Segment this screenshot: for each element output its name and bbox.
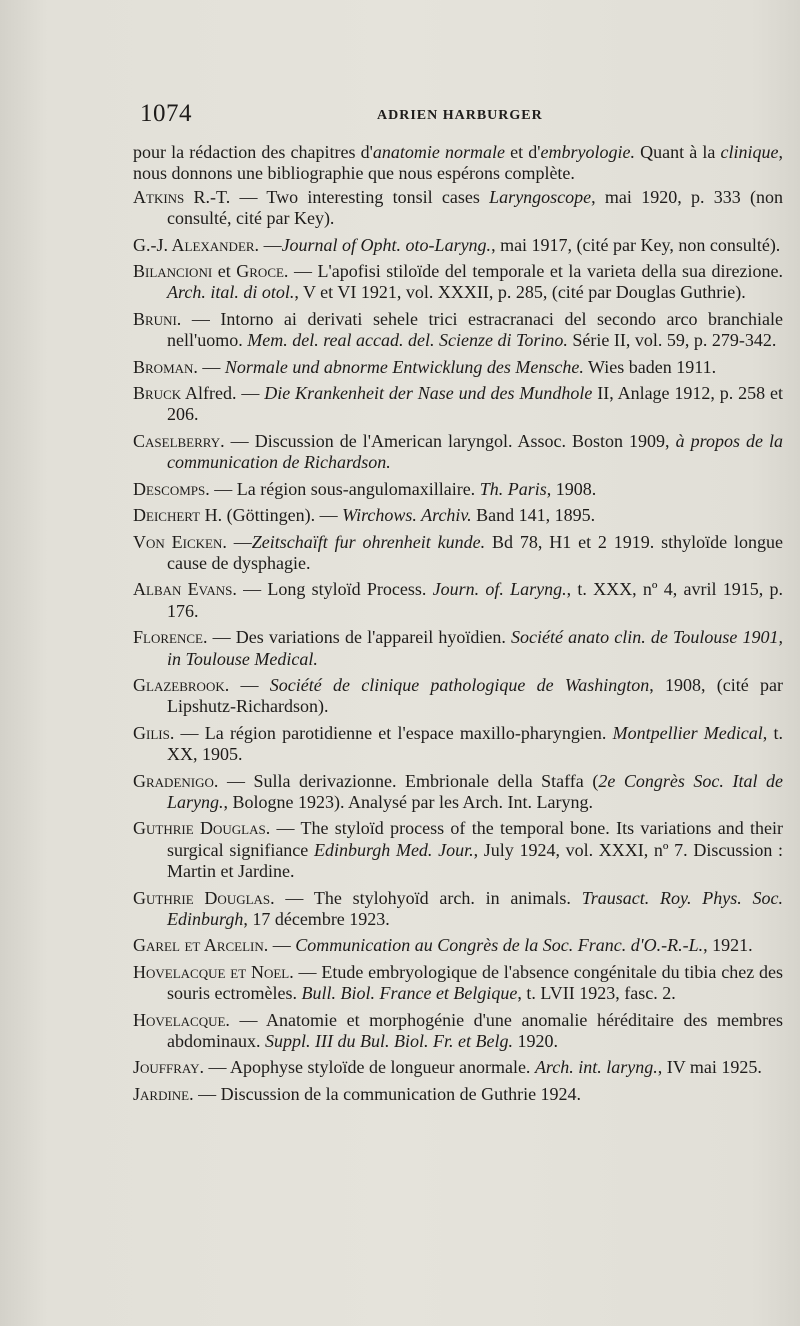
ref-author: Deichert	[133, 505, 201, 526]
bibliography-entry	[133, 479, 783, 500]
bibliography-entry	[133, 579, 783, 622]
ref-source: à propos de la communication de Richardson.	[167, 430, 783, 473]
ref-text: — Long styloïd Process.	[236, 579, 433, 600]
ref-text: —	[197, 356, 225, 377]
ref-details: II, Anlage 1912, p. 258 et 206.	[167, 383, 783, 425]
ref-source: Wirchows. Archiv.	[342, 505, 472, 526]
ref-author: G.-J. Alexander.	[133, 234, 260, 255]
bibliography-entry	[133, 357, 783, 378]
bibliography-entry	[133, 532, 783, 575]
intro-italic: embryologie.	[540, 142, 635, 162]
ref-text: — La région sous-angulomaxillaire.	[209, 478, 480, 499]
ref-details: , t. XXX, nº 4, avril 1915, p. 176.	[167, 579, 783, 621]
ref-text: —	[226, 531, 252, 552]
ref-source: Normale und abnorme Entwicklung des Mensche.	[224, 356, 584, 377]
ref-details: Série II, vol. 59, p. 279-342.	[567, 330, 777, 351]
ref-source: Edinburgh Med. Jour.	[313, 839, 474, 860]
ref-author: Von Eicken.	[133, 531, 227, 552]
ref-source: Société de clinique pathologique de Washington	[269, 674, 650, 695]
ref-text: — Anatomie et morphogénie d'une anomalie héréditaire des membres abdominaux.	[167, 1009, 783, 1052]
ref-source: Laryngoscope	[489, 186, 592, 207]
ref-author: Caselberry.	[133, 430, 225, 451]
ref-details: Bd 78, H1 et 2 1919. sthyloïde longue cause de dysphagie.	[167, 531, 784, 573]
page-header	[140, 100, 780, 134]
intro-text: et d'	[504, 142, 541, 162]
ref-author: Guthrie Douglas.	[133, 887, 275, 908]
ref-author: Jouffray.	[133, 1057, 204, 1078]
bibliography-entry	[133, 1084, 783, 1105]
ref-author: Gilis.	[133, 722, 175, 743]
ref-author: Bruck	[133, 383, 182, 404]
ref-source: Communication au Congrès de la Soc. Franc. d'O.-R.-L.	[295, 935, 704, 956]
ref-details: , t. LVII 1923, fasc. 2.	[517, 983, 676, 1004]
bibliography-entry	[133, 888, 783, 931]
ref-author: Guthrie Douglas.	[133, 818, 271, 839]
ref-details: , IV mai 1925.	[657, 1057, 762, 1078]
intro-text: pour la rédaction des chapitres d'	[133, 142, 373, 162]
ref-source: Journ. of. Laryng.	[432, 579, 567, 600]
ref-source: 2e Congrès Soc. Ital de Laryng.	[167, 770, 783, 812]
ref-text: — Sulla derivazionne. Embrionale della Staffa (	[218, 770, 599, 791]
ref-source: Die Krankenheit der Nase und des Mundhole	[264, 383, 593, 404]
ref-details: 1920.	[512, 1031, 558, 1052]
ref-text: — Discussion de l'American laryngol. Assoc. Boston 1909,	[224, 430, 676, 451]
bibliography-entry	[133, 235, 783, 256]
ref-details: , V et VI 1921, vol. XXXII, p. 285, (cité par Douglas Guthrie).	[294, 282, 746, 303]
intro-text: Quant à la	[634, 142, 721, 162]
ref-author: Jardine.	[133, 1083, 194, 1104]
ref-author: Bilancioni	[133, 261, 213, 282]
ref-source: Société anato clin. de Toulouse 1901, in Toulouse Medical.	[167, 627, 783, 669]
ref-details: Wies baden 1911.	[583, 356, 717, 377]
ref-source: Montpellier Medical	[612, 722, 763, 743]
ref-text: — L'apofisi stiloïde del temporale et la varieta della sua direzione.	[288, 261, 783, 282]
ref-source: Th. Paris	[479, 478, 547, 499]
ref-author: Broman.	[133, 356, 198, 377]
bibliography-entry	[133, 261, 783, 304]
ref-author: Atkins	[133, 186, 185, 207]
ref-text: —	[259, 234, 282, 255]
ref-text: —	[229, 674, 270, 695]
ref-text: — Intorno ai derivati sehele trici estracranaci del secondo arco branchiale nell'uomo.	[167, 308, 783, 351]
ref-source: Suppl. III du Bul. Biol. Fr. et Belg.	[264, 1031, 513, 1052]
ref-text: — La région parotidienne et l'espace maxillo-pharyngien.	[174, 722, 613, 743]
bibliography-entry	[133, 383, 783, 426]
bibliography-entry	[133, 675, 783, 718]
ref-author: Florence.	[133, 627, 208, 648]
bibliography-text	[133, 142, 783, 1110]
ref-text: — Etude embryologique de l'absence congénitale du tibia chez des souris ectromèles.	[167, 961, 783, 1004]
ref-text: — Discussion de la communication de Guthrie 1924.	[193, 1083, 582, 1104]
ref-author: Alban Evans.	[133, 579, 237, 600]
intro-italic: anatomie normale	[372, 142, 505, 162]
ref-source: Trausact. Roy. Phys. Soc. Edinburgh	[167, 887, 783, 929]
ref-author: Hovelacque et Noel.	[133, 961, 294, 982]
ref-details: , mai 1920, p. 333 (non consulté, cité par Key).	[167, 186, 783, 229]
ref-author-2: Groce.	[236, 261, 289, 282]
ref-author: Glazebrook.	[133, 674, 230, 695]
ref-author: Hovelacque.	[133, 1009, 230, 1030]
ref-author: Gradenigo.	[133, 770, 219, 791]
ref-source: Mem. del. real accad. del. Scienze di Torino.	[247, 330, 568, 351]
ref-author: Garel et Arcelin.	[133, 935, 269, 956]
ref-text: — Apophyse styloïde de longueur anormale.	[204, 1057, 535, 1078]
ref-details: , Bologne 1923). Analysé par les Arch. Int. Laryng.	[223, 791, 593, 812]
bibliography-entry	[133, 505, 783, 526]
bibliography-entry	[133, 187, 783, 230]
ref-text: R.-T. — Two interesting tonsil cases	[184, 186, 490, 207]
ref-source: Bull. Biol. France et Belgique	[301, 983, 518, 1004]
bibliography-entry	[133, 1057, 783, 1078]
ref-text: — The styloïd process of the temporal bone. Its variations and their surgical signifiance	[167, 818, 783, 860]
bibliography-entry	[133, 1010, 783, 1053]
intro-text: , nous donnons une bibliographie que nous espérons complète.	[133, 142, 783, 184]
ref-text: —	[268, 935, 296, 956]
ref-author: Bruni.	[133, 308, 182, 329]
running-head: ADRIEN HARBURGER	[377, 108, 543, 123]
ref-text: H. (Göttingen). —	[200, 505, 343, 526]
ref-text: et	[212, 261, 237, 282]
ref-author: Descomps.	[133, 478, 210, 499]
ref-source: Arch. int. laryng.	[534, 1057, 658, 1078]
ref-text: — Des variations de l'appareil hyoïdien.	[207, 627, 512, 648]
ref-details: , July 1924, vol. XXXI, nº 7. Discussion : Martin et Jardine.	[167, 839, 783, 882]
ref-source: Zeitschaïft fur ohrenheit kunde.	[251, 531, 486, 552]
ref-text: Alfred. —	[181, 383, 265, 404]
intro-paragraph	[133, 142, 783, 185]
ref-details: , t. XX, 1905.	[167, 722, 783, 765]
ref-source: Journal of Opht. oto-Laryng.	[281, 234, 492, 255]
bibliography-entry	[133, 771, 783, 814]
bibliography-entry	[133, 818, 783, 882]
ref-details: , 1908, (cité par Lipshutz-Richardson).	[167, 674, 783, 717]
ref-details: Band 141, 1895.	[471, 505, 596, 526]
bibliography-entry	[133, 935, 783, 956]
bibliography-entry	[133, 431, 783, 474]
ref-details: , 17 décembre 1923.	[243, 909, 390, 929]
ref-details: , mai 1917, (cité par Key, non consulté).	[491, 234, 781, 255]
bibliography-entry	[133, 723, 783, 766]
bibliography-entry	[133, 309, 783, 352]
page-number: 1074	[140, 100, 192, 127]
intro-italic: clinique	[720, 142, 779, 162]
bibliography-entry	[133, 627, 783, 670]
ref-details: , 1921.	[703, 935, 753, 956]
ref-details: , 1908.	[546, 478, 597, 499]
ref-text: — The stylohyoïd arch. in animals.	[274, 887, 582, 908]
ref-source: Arch. ital. di otol.	[167, 282, 295, 303]
bibliography-entry	[133, 962, 783, 1005]
